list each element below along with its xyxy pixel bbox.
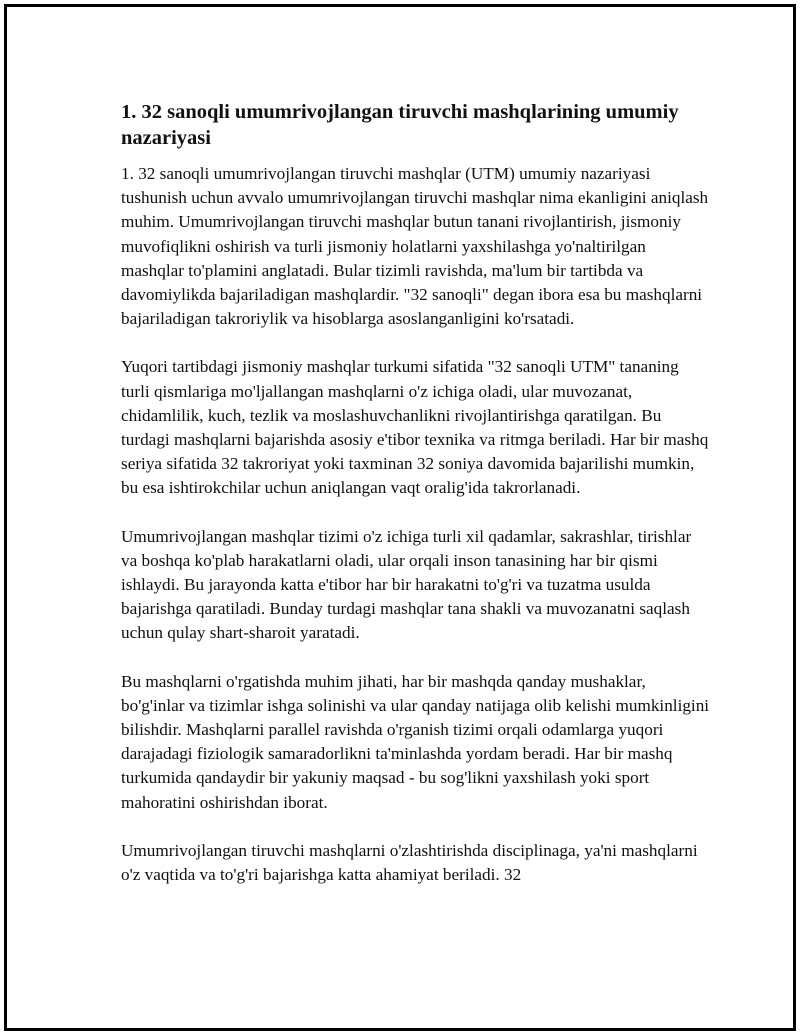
paragraph-1: 1. 32 sanoqli umumrivojlangan tiruvchi mashqlar (UTM) umumiy nazariyasi tushunish uchun avvalo umumrivojlangan tiruvchi mashqlar nima ekanligini aniqlash muhim. Umumrivojlangan tiruvchi mashqlar butun tanani rivojlantirish, jismoniy muvofiqlikni oshirish va turli jismoniy holatlarni yaxshilashga yo'naltirilgan mashqlar to'plamini anglatadi. Bular tizimli ravishda, ma'lum bir tartibda va davomiylikda bajariladigan mashqlardir. "32 sanoqli" degan ibora esa bu mashqlarni bajariladigan takroriylik va hisoblarga asoslanganligini ko'rsatadi. bbox=[121, 164, 709, 329]
document-title: 1. 32 sanoqli umumrivojlangan tiruvchi mashqlarining umumiy nazariyasi bbox=[121, 101, 679, 149]
paragraph-5: Umumrivojlangan tiruvchi mashqlarni o'zlashtirishda disciplinaga, ya'ni mashqlarni o'z vaqtida va to'g'ri bajarishga katta ahamiyat beriladi. 32 bbox=[121, 840, 698, 885]
paragraph-2: Yuqori tartibdagi jismoniy mashqlar turkumi sifatida "32 sanoqli UTM" tananing turli qismlariga mo'ljallangan mashqlarni o'z ichiga oladi, ular muvozanat, chidamlilik, kuch, tezlik va moslashuvchanlikni rivojlantirishga qaratilgan. Bu turdagi mashqlarni bajarishda asosiy e'tibor texnika va ritmga beriladi. Har bir mashq seriya sifatida 32 takroriyat yoki taxminan 32 soniya davomida bajarilishi mumkin, bu esa ishtirokchilar uchun aniqlangan vaqt oralig'ida takrorlanadi. bbox=[121, 357, 709, 498]
document-body bbox=[121, 99, 711, 887]
paragraph-3: Umumrivojlangan mashqlar tizimi o'z ichiga turli xil qadamlar, sakrashlar, tirishlar va boshqa ko'plab harakatlarni oladi, ular orqali inson tanasining har bir qismi ishlaydi. Bu jarayonda katta e'tibor har bir harakatni to'g'ri va tuzatma usulda bajarishga qaratiladi. Bunday turdagi mashqlar tana shakli va muvozanatni saqlash uchun qulay shart-sharoit yaratadi. bbox=[121, 526, 692, 643]
page-frame bbox=[4, 4, 796, 1031]
paragraph-4: Bu mashqlarni o'rgatishda muhim jihati, har bir mashqda qanday mushaklar, bo'g'inlar va tizimlar ishga solinishi va ular qanday natijaga olib kelishi mumkinligini bilishdir. Mashqlarni parallel ravishda o'rganish tizimi orqali odamlarga yuqori darajadagi fiziologik samaradorlikni ta'minlashda yordam beradi. Har bir mashq turkumida qandaydir bir yakuniy maqsad - bu sog'likni yaxshilash yoki sport mahoratini oshirishdan iborat. bbox=[121, 671, 710, 812]
